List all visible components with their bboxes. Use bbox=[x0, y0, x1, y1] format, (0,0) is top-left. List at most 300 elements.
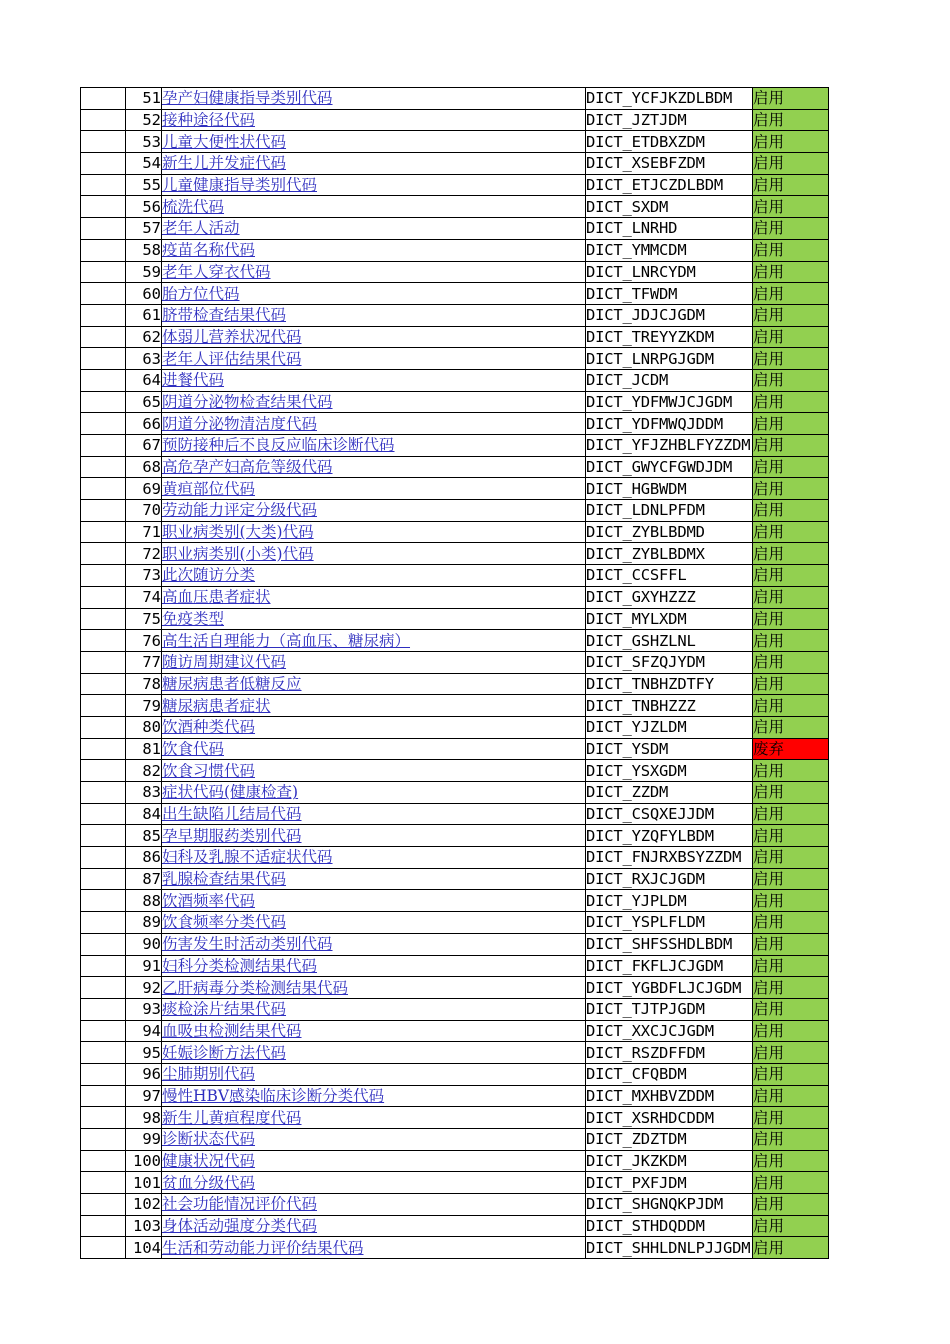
row-number: 54 bbox=[126, 153, 162, 175]
dictionary-name-cell bbox=[162, 283, 586, 305]
empty-cell[interactable] bbox=[81, 543, 126, 565]
dictionary-code: DICT_YSXGDM bbox=[586, 760, 753, 782]
row-number: 95 bbox=[126, 1042, 162, 1064]
empty-cell[interactable] bbox=[81, 174, 126, 196]
row-number: 98 bbox=[126, 1107, 162, 1129]
status-cell: 启用 bbox=[753, 348, 829, 370]
dictionary-name-cell bbox=[162, 1085, 586, 1107]
table-row bbox=[81, 1150, 829, 1172]
dictionary-name-link[interactable]: 糖尿病患者低糖反应 bbox=[162, 674, 302, 693]
dictionary-name-cell bbox=[162, 890, 586, 912]
empty-cell[interactable] bbox=[81, 109, 126, 131]
table-row bbox=[81, 348, 829, 370]
empty-cell[interactable] bbox=[81, 1107, 126, 1129]
dictionary-name-cell bbox=[162, 565, 586, 587]
dictionary-name-cell bbox=[162, 153, 586, 175]
table-row bbox=[81, 304, 829, 326]
table-row bbox=[81, 760, 829, 782]
dictionary-table-body bbox=[81, 88, 829, 1259]
dictionary-name-link[interactable]: 妊娠诊断方法代码 bbox=[162, 1043, 287, 1062]
dictionary-code: DICT_RXJCJGDM bbox=[586, 868, 753, 890]
empty-cell[interactable] bbox=[81, 456, 126, 478]
row-number: 78 bbox=[126, 673, 162, 695]
dictionary-code: DICT_YZQFYLBDM bbox=[586, 825, 753, 847]
row-number: 76 bbox=[126, 630, 162, 652]
dictionary-name-cell bbox=[162, 782, 586, 804]
empty-cell[interactable] bbox=[81, 261, 126, 283]
dictionary-name-cell bbox=[162, 131, 586, 153]
dictionary-code: DICT_ZYBLBDMX bbox=[586, 543, 753, 565]
empty-cell[interactable] bbox=[81, 608, 126, 630]
status-cell: 启用 bbox=[753, 391, 829, 413]
row-number: 103 bbox=[126, 1215, 162, 1237]
empty-cell[interactable] bbox=[81, 413, 126, 435]
table-row bbox=[81, 196, 829, 218]
dictionary-name-cell bbox=[162, 738, 586, 760]
row-number: 59 bbox=[126, 261, 162, 283]
row-number: 91 bbox=[126, 955, 162, 977]
row-number: 53 bbox=[126, 131, 162, 153]
table-row bbox=[81, 890, 829, 912]
row-number: 101 bbox=[126, 1172, 162, 1194]
status-cell: 启用 bbox=[753, 369, 829, 391]
status-cell: 启用 bbox=[753, 1129, 829, 1151]
empty-cell[interactable] bbox=[81, 977, 126, 999]
row-number: 93 bbox=[126, 998, 162, 1020]
dictionary-code: DICT_SXDM bbox=[586, 196, 753, 218]
empty-cell[interactable] bbox=[81, 803, 126, 825]
dictionary-name-cell bbox=[162, 239, 586, 261]
dictionary-name-cell bbox=[162, 955, 586, 977]
row-number: 90 bbox=[126, 933, 162, 955]
table-row bbox=[81, 326, 829, 348]
dictionary-name-cell bbox=[162, 868, 586, 890]
dictionary-code: DICT_XSEBFZDM bbox=[586, 153, 753, 175]
empty-cell[interactable] bbox=[81, 1042, 126, 1064]
row-number: 86 bbox=[126, 847, 162, 869]
dictionary-name-cell bbox=[162, 413, 586, 435]
dictionary-name-link[interactable]: 疫苗名称代码 bbox=[162, 241, 256, 260]
status-cell: 启用 bbox=[753, 586, 829, 608]
dictionary-code: DICT_GSHZLNL bbox=[586, 630, 753, 652]
status-cell: 启用 bbox=[753, 912, 829, 934]
status-cell: 启用 bbox=[753, 760, 829, 782]
dictionary-name-link[interactable]: 孕早期服药类别代码 bbox=[162, 826, 302, 845]
dictionary-name-cell bbox=[162, 109, 586, 131]
table-row bbox=[81, 521, 829, 543]
empty-cell[interactable] bbox=[81, 1194, 126, 1216]
table-row bbox=[81, 174, 829, 196]
dictionary-name-link[interactable]: 免疫类型 bbox=[162, 609, 225, 628]
dictionary-code: DICT_TNBHZDTFY bbox=[586, 673, 753, 695]
empty-cell[interactable] bbox=[81, 218, 126, 240]
status-cell: 启用 bbox=[753, 782, 829, 804]
empty-cell[interactable] bbox=[81, 131, 126, 153]
dictionary-name-link[interactable]: 饮酒种类代码 bbox=[162, 718, 256, 737]
dictionary-name-link[interactable]: 妇科及乳腺不适症状代码 bbox=[162, 848, 333, 867]
dictionary-name-link[interactable]: 高血压患者症状 bbox=[162, 588, 271, 607]
empty-cell[interactable] bbox=[81, 239, 126, 261]
table-row bbox=[81, 1172, 829, 1194]
dictionary-name-cell bbox=[162, 326, 586, 348]
dictionary-code: DICT_YFJZHBLFYZZDM bbox=[586, 435, 753, 457]
row-number: 84 bbox=[126, 803, 162, 825]
dictionary-name-cell bbox=[162, 1194, 586, 1216]
table-row bbox=[81, 803, 829, 825]
table-row bbox=[81, 608, 829, 630]
dictionary-code: DICT_YDFMWJCJGDM bbox=[586, 391, 753, 413]
dictionary-code: DICT_YGBDFLJCJGDM bbox=[586, 977, 753, 999]
empty-cell[interactable] bbox=[81, 283, 126, 305]
table-row bbox=[81, 738, 829, 760]
empty-cell[interactable] bbox=[81, 435, 126, 457]
empty-cell[interactable] bbox=[81, 673, 126, 695]
dictionary-name-link[interactable]: 老年人活动 bbox=[162, 219, 240, 238]
row-number: 67 bbox=[126, 435, 162, 457]
row-number: 55 bbox=[126, 174, 162, 196]
dictionary-name-link[interactable]: 糖尿病患者症状 bbox=[162, 696, 271, 715]
row-number: 87 bbox=[126, 868, 162, 890]
dictionary-name-link[interactable]: 孕产妇健康指导类别代码 bbox=[162, 89, 333, 108]
empty-cell[interactable] bbox=[81, 695, 126, 717]
dictionary-name-link[interactable]: 接种途径代码 bbox=[162, 111, 256, 130]
status-cell: 启用 bbox=[753, 1020, 829, 1042]
empty-cell[interactable] bbox=[81, 500, 126, 522]
table-row bbox=[81, 847, 829, 869]
empty-cell[interactable] bbox=[81, 88, 126, 110]
dictionary-name-link[interactable]: 儿童健康指导类别代码 bbox=[162, 176, 318, 195]
dictionary-code: DICT_HGBWDM bbox=[586, 478, 753, 500]
status-cell: 启用 bbox=[753, 478, 829, 500]
dictionary-name-link[interactable]: 高生活自理能力（高血压、糖尿病） bbox=[162, 631, 411, 650]
empty-cell[interactable] bbox=[81, 1020, 126, 1042]
row-number: 61 bbox=[126, 304, 162, 326]
dictionary-code: DICT_CFQBDM bbox=[586, 1063, 753, 1085]
dictionary-name-link[interactable]: 乙肝病毒分类检测结果代码 bbox=[162, 978, 349, 997]
dictionary-name-cell bbox=[162, 1063, 586, 1085]
empty-cell[interactable] bbox=[81, 348, 126, 370]
table-row bbox=[81, 825, 829, 847]
status-cell: 启用 bbox=[753, 239, 829, 261]
dictionary-name-link[interactable]: 饮食代码 bbox=[162, 739, 225, 758]
empty-cell[interactable] bbox=[81, 1172, 126, 1194]
dictionary-name-link[interactable]: 职业病类别(大类)代码 bbox=[162, 523, 314, 542]
dictionary-code: DICT_XSRHDCDDM bbox=[586, 1107, 753, 1129]
status-cell: 启用 bbox=[753, 1063, 829, 1085]
dictionary-code: DICT_YDFMWQJDDM bbox=[586, 413, 753, 435]
empty-cell[interactable] bbox=[81, 847, 126, 869]
dictionary-name-cell bbox=[162, 847, 586, 869]
dictionary-name-link[interactable]: 胎方位代码 bbox=[162, 284, 240, 303]
status-cell: 废弃 bbox=[753, 738, 829, 760]
status-cell: 启用 bbox=[753, 1194, 829, 1216]
dictionary-name-link[interactable]: 贫血分级代码 bbox=[162, 1173, 256, 1192]
row-number: 72 bbox=[126, 543, 162, 565]
status-cell: 启用 bbox=[753, 88, 829, 110]
dictionary-code: DICT_YMMCDM bbox=[586, 239, 753, 261]
status-cell: 启用 bbox=[753, 109, 829, 131]
status-cell: 启用 bbox=[753, 977, 829, 999]
dictionary-name-cell bbox=[162, 1215, 586, 1237]
row-number: 79 bbox=[126, 695, 162, 717]
table-row bbox=[81, 912, 829, 934]
dictionary-name-link[interactable]: 新生儿并发症代码 bbox=[162, 154, 287, 173]
empty-cell[interactable] bbox=[81, 565, 126, 587]
table-row bbox=[81, 695, 829, 717]
dictionary-name-cell bbox=[162, 977, 586, 999]
row-number: 99 bbox=[126, 1129, 162, 1151]
dictionary-name-link[interactable]: 饮食习惯代码 bbox=[162, 761, 256, 780]
status-cell: 启用 bbox=[753, 890, 829, 912]
empty-cell[interactable] bbox=[81, 738, 126, 760]
row-number: 60 bbox=[126, 283, 162, 305]
dictionary-code: DICT_ZZDM bbox=[586, 782, 753, 804]
row-number: 89 bbox=[126, 912, 162, 934]
table-row bbox=[81, 543, 829, 565]
dictionary-code: DICT_YJPLDM bbox=[586, 890, 753, 912]
row-number: 104 bbox=[126, 1237, 162, 1259]
status-cell: 启用 bbox=[753, 825, 829, 847]
dictionary-name-cell bbox=[162, 1020, 586, 1042]
empty-cell[interactable] bbox=[81, 782, 126, 804]
dictionary-code: DICT_ETDBXZDM bbox=[586, 131, 753, 153]
row-number: 64 bbox=[126, 369, 162, 391]
dictionary-name-cell bbox=[162, 543, 586, 565]
status-cell: 启用 bbox=[753, 196, 829, 218]
empty-cell[interactable] bbox=[81, 825, 126, 847]
dictionary-name-link[interactable]: 症状代码(健康检查) bbox=[162, 783, 299, 802]
dictionary-name-link[interactable]: 儿童大便性状代码 bbox=[162, 132, 287, 151]
row-number: 92 bbox=[126, 977, 162, 999]
dictionary-name-cell bbox=[162, 673, 586, 695]
dictionary-code: DICT_MYLXDM bbox=[586, 608, 753, 630]
empty-cell[interactable] bbox=[81, 716, 126, 738]
dictionary-name-link[interactable]: 老年人穿衣代码 bbox=[162, 262, 271, 281]
table-row bbox=[81, 1129, 829, 1151]
dictionary-code: DICT_CCSFFL bbox=[586, 565, 753, 587]
row-number: 69 bbox=[126, 478, 162, 500]
dictionary-code: DICT_GWYCFGWDJDM bbox=[586, 456, 753, 478]
status-cell: 启用 bbox=[753, 565, 829, 587]
empty-cell[interactable] bbox=[81, 1129, 126, 1151]
row-number: 74 bbox=[126, 586, 162, 608]
empty-cell[interactable] bbox=[81, 630, 126, 652]
row-number: 102 bbox=[126, 1194, 162, 1216]
table-row bbox=[81, 218, 829, 240]
dictionary-name-cell bbox=[162, 630, 586, 652]
empty-cell[interactable] bbox=[81, 304, 126, 326]
dictionary-name-link[interactable]: 慢性HBV感染临床诊断分类代码 bbox=[162, 1086, 385, 1105]
table-row bbox=[81, 1237, 829, 1259]
empty-cell[interactable] bbox=[81, 326, 126, 348]
row-number: 66 bbox=[126, 413, 162, 435]
row-number: 70 bbox=[126, 500, 162, 522]
dictionary-code: DICT_JZTJDM bbox=[586, 109, 753, 131]
table-row bbox=[81, 1194, 829, 1216]
dictionary-name-link[interactable]: 阴道分泌物清洁度代码 bbox=[162, 414, 318, 433]
dictionary-code: DICT_SHGNQKPJDM bbox=[586, 1194, 753, 1216]
row-number: 68 bbox=[126, 456, 162, 478]
dictionary-name-cell bbox=[162, 1042, 586, 1064]
table-row bbox=[81, 435, 829, 457]
status-cell: 启用 bbox=[753, 131, 829, 153]
empty-cell[interactable] bbox=[81, 760, 126, 782]
dictionary-name-link[interactable]: 此次随访分类 bbox=[162, 566, 256, 585]
empty-cell[interactable] bbox=[81, 890, 126, 912]
dictionary-name-link[interactable]: 脐带检查结果代码 bbox=[162, 306, 287, 325]
table-row bbox=[81, 153, 829, 175]
dictionary-code: DICT_LNRPGJGDM bbox=[586, 348, 753, 370]
row-number: 77 bbox=[126, 651, 162, 673]
dictionary-name-link[interactable]: 诊断状态代码 bbox=[162, 1130, 256, 1149]
dictionary-code: DICT_JCDM bbox=[586, 369, 753, 391]
dictionary-name-link[interactable]: 黄疸部位代码 bbox=[162, 479, 256, 498]
dictionary-name-link[interactable]: 健康状况代码 bbox=[162, 1152, 256, 1171]
table-row bbox=[81, 1085, 829, 1107]
dictionary-name-link[interactable]: 饮食频率分类代码 bbox=[162, 913, 287, 932]
dictionary-name-link[interactable]: 老年人评估结果代码 bbox=[162, 349, 302, 368]
dictionary-code: DICT_GXYHZZZ bbox=[586, 586, 753, 608]
dictionary-name-link[interactable]: 高危孕产妇高危等级代码 bbox=[162, 458, 333, 477]
dictionary-name-cell bbox=[162, 304, 586, 326]
dictionary-name-link[interactable]: 痰检涂片结果代码 bbox=[162, 1000, 287, 1019]
dictionary-name-link[interactable]: 体弱儿营养状况代码 bbox=[162, 327, 302, 346]
status-cell: 启用 bbox=[753, 1107, 829, 1129]
dictionary-name-cell bbox=[162, 695, 586, 717]
status-cell: 启用 bbox=[753, 304, 829, 326]
table-row bbox=[81, 1063, 829, 1085]
row-number: 80 bbox=[126, 716, 162, 738]
empty-cell[interactable] bbox=[81, 369, 126, 391]
dictionary-table bbox=[80, 87, 829, 1259]
dictionary-code: DICT_LNRHD bbox=[586, 218, 753, 240]
dictionary-name-cell bbox=[162, 478, 586, 500]
dictionary-name-cell bbox=[162, 1150, 586, 1172]
status-cell: 启用 bbox=[753, 1237, 829, 1259]
empty-cell[interactable] bbox=[81, 196, 126, 218]
empty-cell[interactable] bbox=[81, 391, 126, 413]
dictionary-name-cell bbox=[162, 651, 586, 673]
dictionary-name-cell bbox=[162, 369, 586, 391]
dictionary-name-cell bbox=[162, 998, 586, 1020]
dictionary-name-cell bbox=[162, 261, 586, 283]
dictionary-code: DICT_LNRCYDM bbox=[586, 261, 753, 283]
status-cell: 启用 bbox=[753, 153, 829, 175]
dictionary-name-link[interactable]: 社会功能情况评价代码 bbox=[162, 1195, 318, 1214]
status-cell: 启用 bbox=[753, 847, 829, 869]
empty-cell[interactable] bbox=[81, 478, 126, 500]
dictionary-code: DICT_TREYYZKDM bbox=[586, 326, 753, 348]
table-row bbox=[81, 586, 829, 608]
table-row bbox=[81, 782, 829, 804]
row-number: 96 bbox=[126, 1063, 162, 1085]
dictionary-name-link[interactable]: 妇科分类检测结果代码 bbox=[162, 956, 318, 975]
dictionary-name-link[interactable]: 随访周期建议代码 bbox=[162, 653, 287, 672]
dictionary-name-link[interactable]: 生活和劳动能力评价结果代码 bbox=[162, 1238, 364, 1257]
dictionary-code: DICT_PXFJDM bbox=[586, 1172, 753, 1194]
empty-cell[interactable] bbox=[81, 1237, 126, 1259]
dictionary-name-link[interactable]: 新生儿黄疸程度代码 bbox=[162, 1108, 302, 1127]
dictionary-name-cell bbox=[162, 1107, 586, 1129]
table-row bbox=[81, 716, 829, 738]
row-number: 51 bbox=[126, 88, 162, 110]
dictionary-code: DICT_RSZDFFDM bbox=[586, 1042, 753, 1064]
dictionary-code: DICT_YSDM bbox=[586, 738, 753, 760]
dictionary-name-link[interactable]: 职业病类别(小类)代码 bbox=[162, 544, 314, 563]
dictionary-name-link[interactable]: 劳动能力评定分级代码 bbox=[162, 501, 318, 520]
table-row bbox=[81, 1215, 829, 1237]
empty-cell[interactable] bbox=[81, 521, 126, 543]
empty-cell[interactable] bbox=[81, 1063, 126, 1085]
status-cell: 启用 bbox=[753, 435, 829, 457]
dictionary-name-cell bbox=[162, 586, 586, 608]
dictionary-code: DICT_SHFSSHDLBDM bbox=[586, 933, 753, 955]
table-row bbox=[81, 456, 829, 478]
dictionary-name-link[interactable]: 进餐代码 bbox=[162, 371, 225, 390]
dictionary-code: DICT_YJZLDM bbox=[586, 716, 753, 738]
empty-cell[interactable] bbox=[81, 1150, 126, 1172]
table-row bbox=[81, 283, 829, 305]
empty-cell[interactable] bbox=[81, 1215, 126, 1237]
dictionary-name-link[interactable]: 梳洗代码 bbox=[162, 197, 225, 216]
empty-cell[interactable] bbox=[81, 1085, 126, 1107]
dictionary-name-link[interactable]: 预防接种后不良反应临床诊断代码 bbox=[162, 436, 395, 455]
status-cell: 启用 bbox=[753, 283, 829, 305]
table-row bbox=[81, 630, 829, 652]
dictionary-code: DICT_SHHLDNLPJJGDM bbox=[586, 1237, 753, 1259]
dictionary-name-cell bbox=[162, 391, 586, 413]
dictionary-name-link[interactable]: 伤害发生时活动类别代码 bbox=[162, 935, 333, 954]
status-cell: 启用 bbox=[753, 521, 829, 543]
status-cell: 启用 bbox=[753, 174, 829, 196]
dictionary-name-link[interactable]: 血吸虫检测结果代码 bbox=[162, 1021, 302, 1040]
status-cell: 启用 bbox=[753, 630, 829, 652]
empty-cell[interactable] bbox=[81, 153, 126, 175]
dictionary-name-link[interactable]: 出生缺陷儿结局代码 bbox=[162, 805, 302, 824]
dictionary-name-cell bbox=[162, 500, 586, 522]
dictionary-name-link[interactable]: 饮酒频率代码 bbox=[162, 891, 256, 910]
empty-cell[interactable] bbox=[81, 933, 126, 955]
table-row bbox=[81, 933, 829, 955]
dictionary-name-cell bbox=[162, 1172, 586, 1194]
dictionary-code: DICT_LDNLPFDM bbox=[586, 500, 753, 522]
status-cell: 启用 bbox=[753, 1085, 829, 1107]
dictionary-name-cell bbox=[162, 521, 586, 543]
empty-cell[interactable] bbox=[81, 912, 126, 934]
row-number: 88 bbox=[126, 890, 162, 912]
dictionary-name-link[interactable]: 尘肺期别代码 bbox=[162, 1065, 256, 1084]
status-cell: 启用 bbox=[753, 326, 829, 348]
dictionary-name-cell bbox=[162, 608, 586, 630]
dictionary-name-cell bbox=[162, 933, 586, 955]
dictionary-name-cell bbox=[162, 88, 586, 110]
empty-cell[interactable] bbox=[81, 651, 126, 673]
empty-cell[interactable] bbox=[81, 868, 126, 890]
row-number: 81 bbox=[126, 738, 162, 760]
empty-cell[interactable] bbox=[81, 955, 126, 977]
status-cell: 启用 bbox=[753, 651, 829, 673]
dictionary-name-cell bbox=[162, 196, 586, 218]
dictionary-name-link[interactable]: 乳腺检查结果代码 bbox=[162, 870, 287, 889]
empty-cell[interactable] bbox=[81, 998, 126, 1020]
dictionary-name-link[interactable]: 阴道分泌物检查结果代码 bbox=[162, 392, 333, 411]
dictionary-name-cell bbox=[162, 456, 586, 478]
empty-cell[interactable] bbox=[81, 586, 126, 608]
row-number: 97 bbox=[126, 1085, 162, 1107]
dictionary-name-cell bbox=[162, 174, 586, 196]
status-cell: 启用 bbox=[753, 261, 829, 283]
dictionary-name-link[interactable]: 身体活动强度分类代码 bbox=[162, 1217, 318, 1236]
